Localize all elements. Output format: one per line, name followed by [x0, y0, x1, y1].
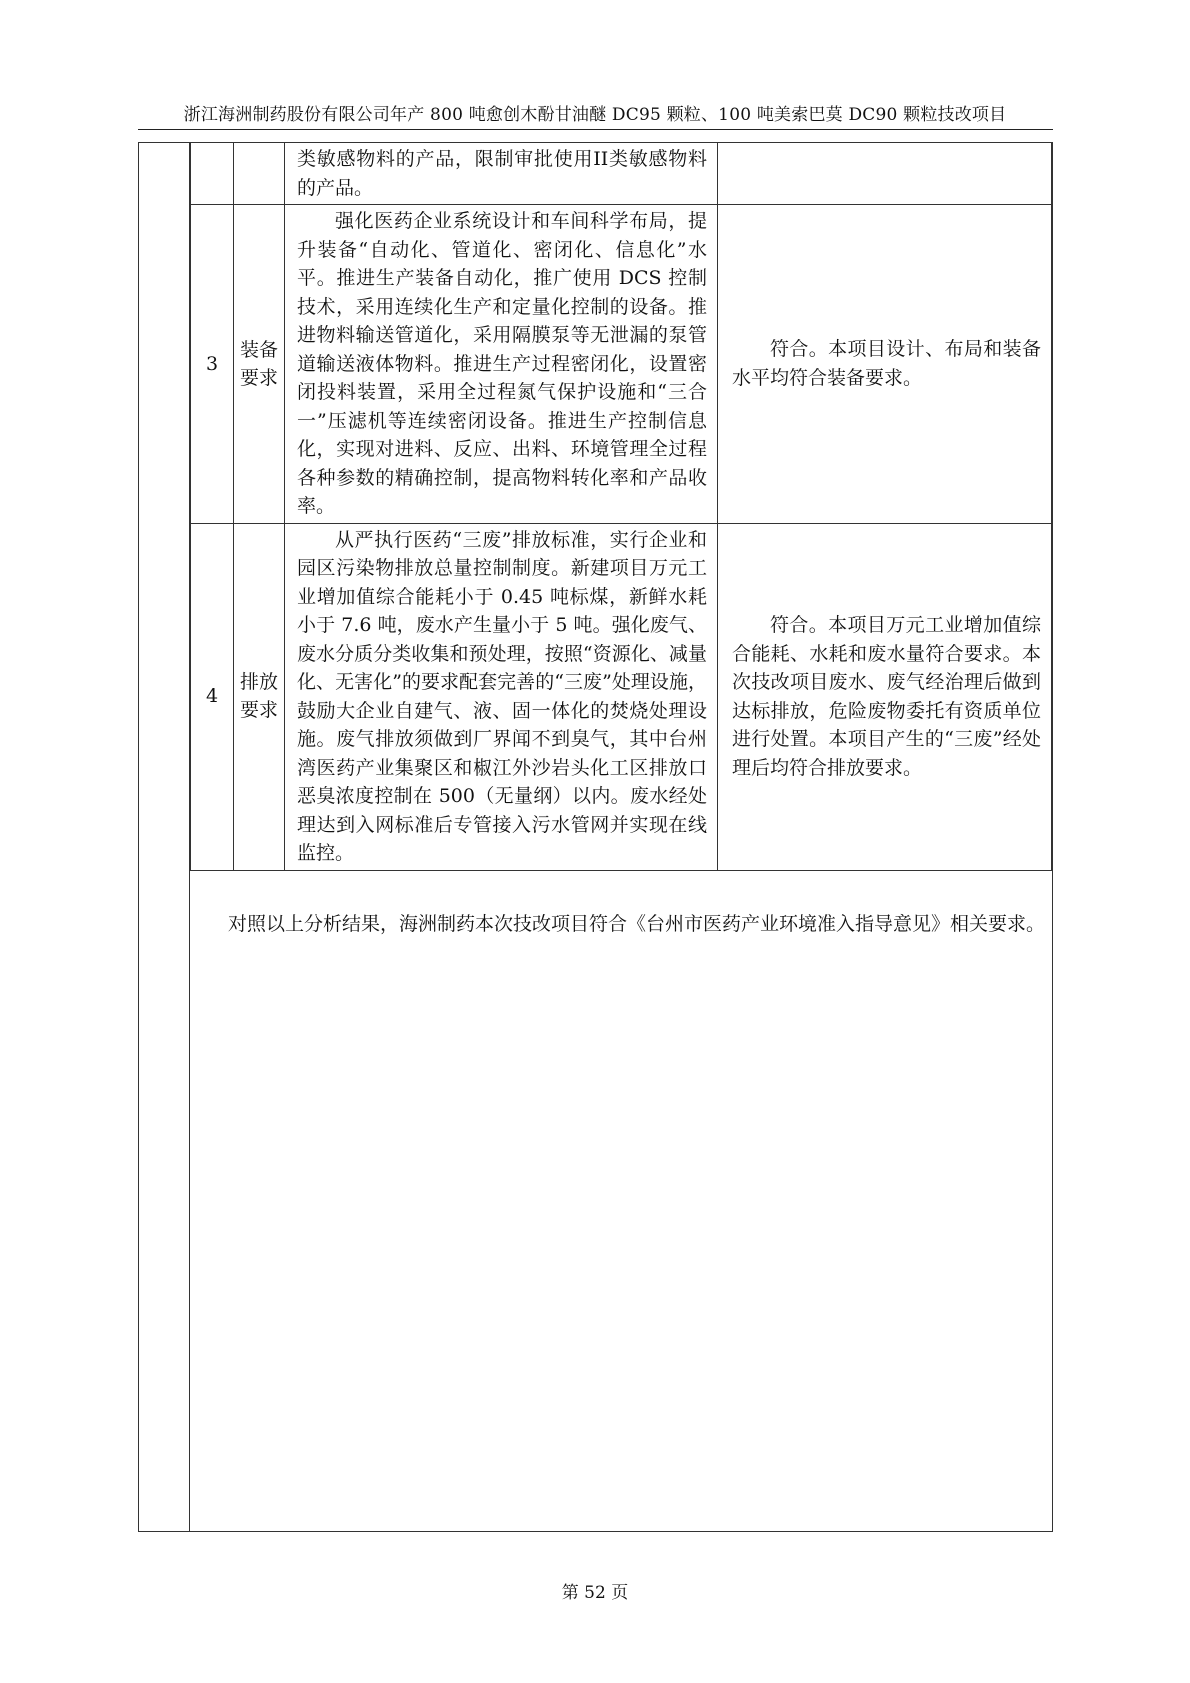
header-divider: [138, 129, 1053, 130]
row-evaluation-cell: 符合。本项目设计、布局和装备水平均符合装备要求。: [718, 205, 1052, 524]
row-number-cell: 4: [191, 523, 234, 870]
conclusion-paragraph: 对照以上分析结果，海洲制药本次技改项目符合《台州市医药产业环境准入指导意见》相关要求。: [228, 913, 1046, 935]
document-header-title: 浙江海洲制药股份有限公司年产 800 吨愈创木酚甘油醚 DC95 颗粒、100 吨美索巴莫 DC90 颗粒技改项目: [183, 105, 1007, 125]
row-category-label: 装备要求: [239, 338, 278, 389]
row-number-cell: [191, 143, 234, 205]
table-row-continued: [191, 143, 1052, 205]
row-requirement-cell: 类敏感物料的产品，限制审批使用II类敏感物料的产品。: [285, 143, 718, 205]
requirements-table: [190, 142, 1052, 871]
row-evaluation-cell: 符合。本项目万元工业增加值综合能耗、水耗和废水量符合要求。本次技改项目废水、废气经治理后做到达标排放，危险废物委托有资质单位进行处置。本项目产生的“三废”经处理后均符合排放要求。: [718, 523, 1052, 870]
table-row-equipment: [191, 205, 1052, 524]
row-category-label: 排放要求: [239, 671, 278, 722]
row-requirement-cell: 从严执行医药“三废”排放标准，实行企业和园区污染物排放总量控制制度。新建项目万元工业增加值综合能耗小于 0.45 吨标煤，新鲜水耗小于 7.6 吨，废水产生量小于 5 吨。强化废气、废水分质分类收集和预处理，按照“资源化、减量化、无害化”的要求配套完善的“三废”处理设施，鼓励大企业自建气、液、固一体化的焚烧处理设施。废气排放须做到厂界闻不到臭气，其中台州湾医药产业集聚区和椒江外沙岩头化工区排放口恶臭浓度控制在 500（无量纲）以内。废水经处理达到入网标准后专管接入污水管网并实现在线监控。: [285, 523, 718, 870]
row-category-cell: [234, 143, 285, 205]
row-number-cell: 3: [191, 205, 234, 524]
row-evaluation-cell: [718, 143, 1052, 205]
page-number: 第 52 页: [561, 1583, 629, 1603]
table-row-emission: [191, 523, 1052, 870]
row-requirement-cell: 强化医药企业系统设计和车间科学布局，提升装备“自动化、管道化、密闭化、信息化”水平。推进生产装备自动化，推广使用 DCS 控制技术，采用连续化生产和定量化控制的设备。推进物料输送管道化，采用隔膜泵等无泄漏的泵管道输送液体物料。推进生产过程密闭化，设置密闭投料装置，采用全过程氮气保护设施和“三合一”压滤机等连续密闭设备。推进生产控制信息化，实现对进料、反应、出料、环境管理全过程各种参数的精确控制，提高物料转化率和产品收率。: [285, 205, 718, 524]
